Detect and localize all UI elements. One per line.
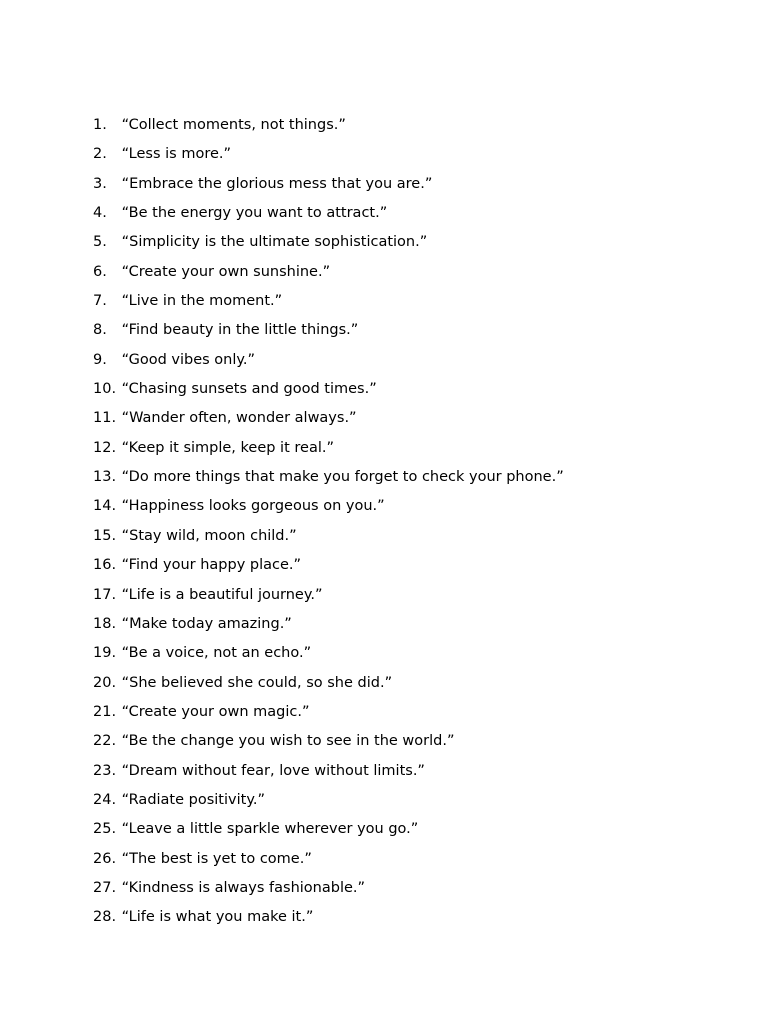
item-number: 24. xyxy=(93,791,117,808)
list-item xyxy=(93,495,733,524)
item-number: 7. xyxy=(93,293,107,310)
list-item xyxy=(93,730,733,759)
item-text: “Happiness looks gorgeous on you.” xyxy=(121,498,385,515)
item-number: 8. xyxy=(93,322,107,339)
list-item xyxy=(93,349,733,378)
list-item xyxy=(93,261,733,290)
list-item xyxy=(93,613,733,642)
item-text: “Be a voice, not an echo.” xyxy=(121,645,312,662)
item-number: 13. xyxy=(93,469,117,486)
item-number: 15. xyxy=(93,527,117,544)
item-number: 6. xyxy=(93,263,107,280)
item-text: “Find your happy place.” xyxy=(121,557,302,574)
item-text: “She believed she could, so she did.” xyxy=(121,674,393,691)
item-number: 3. xyxy=(93,175,107,192)
item-text: “Simplicity is the ultimate sophistication.” xyxy=(121,234,428,251)
list-item xyxy=(93,290,733,319)
list-item xyxy=(93,877,733,906)
item-number: 1. xyxy=(93,117,107,133)
item-text: “Create your own sunshine.” xyxy=(121,263,331,280)
list-item xyxy=(93,437,733,466)
list-item xyxy=(93,818,733,847)
list-item xyxy=(93,143,733,172)
list-item xyxy=(93,789,733,818)
list-item xyxy=(93,466,733,495)
item-text: “Do more things that make you forget to check your phone.” xyxy=(121,469,564,486)
item-number: 14. xyxy=(93,498,117,515)
list-item xyxy=(93,848,733,877)
item-text: “Life is a beautiful journey.” xyxy=(121,586,323,603)
item-text: “Be the change you wish to see in the world.” xyxy=(121,733,455,750)
item-text: “Stay wild, moon child.” xyxy=(121,527,297,544)
item-number: 23. xyxy=(93,762,117,779)
list-item xyxy=(93,173,733,202)
item-text: “The best is yet to come.” xyxy=(121,850,312,867)
list-item xyxy=(93,202,733,231)
list-item xyxy=(93,407,733,436)
list-item xyxy=(93,760,733,789)
list-item xyxy=(93,231,733,260)
list-item xyxy=(93,584,733,613)
list-item xyxy=(93,672,733,701)
item-text: “Wander often, wonder always.” xyxy=(121,410,357,427)
item-number: 12. xyxy=(93,439,117,456)
list-item xyxy=(93,525,733,554)
quote-list xyxy=(93,114,733,936)
item-number: 19. xyxy=(93,645,117,662)
item-number: 28. xyxy=(93,909,117,926)
item-text: “Find beauty in the little things.” xyxy=(121,322,359,339)
item-number: 9. xyxy=(93,351,107,368)
item-text: “Embrace the glorious mess that you are.” xyxy=(121,175,433,192)
item-number: 21. xyxy=(93,703,117,720)
item-text: “Collect moments, not things.” xyxy=(121,117,346,133)
item-number: 5. xyxy=(93,234,107,251)
item-text: “Make today amazing.” xyxy=(121,615,292,632)
item-number: 18. xyxy=(93,615,117,632)
item-number: 2. xyxy=(93,146,107,163)
list-item xyxy=(93,701,733,730)
item-text: “Keep it simple, keep it real.” xyxy=(121,439,334,456)
item-text: “Leave a little sparkle wherever you go.” xyxy=(121,821,419,838)
item-number: 22. xyxy=(93,733,117,750)
item-text: “Less is more.” xyxy=(121,146,232,163)
item-number: 17. xyxy=(93,586,117,603)
item-number: 16. xyxy=(93,557,117,574)
item-text: “Dream without fear, love without limits.” xyxy=(121,762,425,779)
item-number: 10. xyxy=(93,381,117,398)
item-number: 26. xyxy=(93,850,117,867)
item-text: “Be the energy you want to attract.” xyxy=(121,205,388,222)
item-text: “Good vibes only.” xyxy=(121,351,256,368)
item-number: 11. xyxy=(93,410,117,427)
item-text: “Live in the moment.” xyxy=(121,293,283,310)
item-text: “Life is what you make it.” xyxy=(121,909,314,926)
list-item xyxy=(93,319,733,348)
item-text: “Kindness is always fashionable.” xyxy=(121,879,366,896)
list-item xyxy=(93,554,733,583)
item-text: “Radiate positivity.” xyxy=(121,791,265,808)
list-item xyxy=(93,378,733,407)
item-text: “Create your own magic.” xyxy=(121,703,310,720)
list-item xyxy=(93,642,733,671)
item-number: 4. xyxy=(93,205,107,222)
item-number: 20. xyxy=(93,674,117,691)
list-item xyxy=(93,114,733,143)
list-item xyxy=(93,906,733,935)
item-number: 25. xyxy=(93,821,117,838)
item-text: “Chasing sunsets and good times.” xyxy=(121,381,377,398)
item-number: 27. xyxy=(93,879,117,896)
